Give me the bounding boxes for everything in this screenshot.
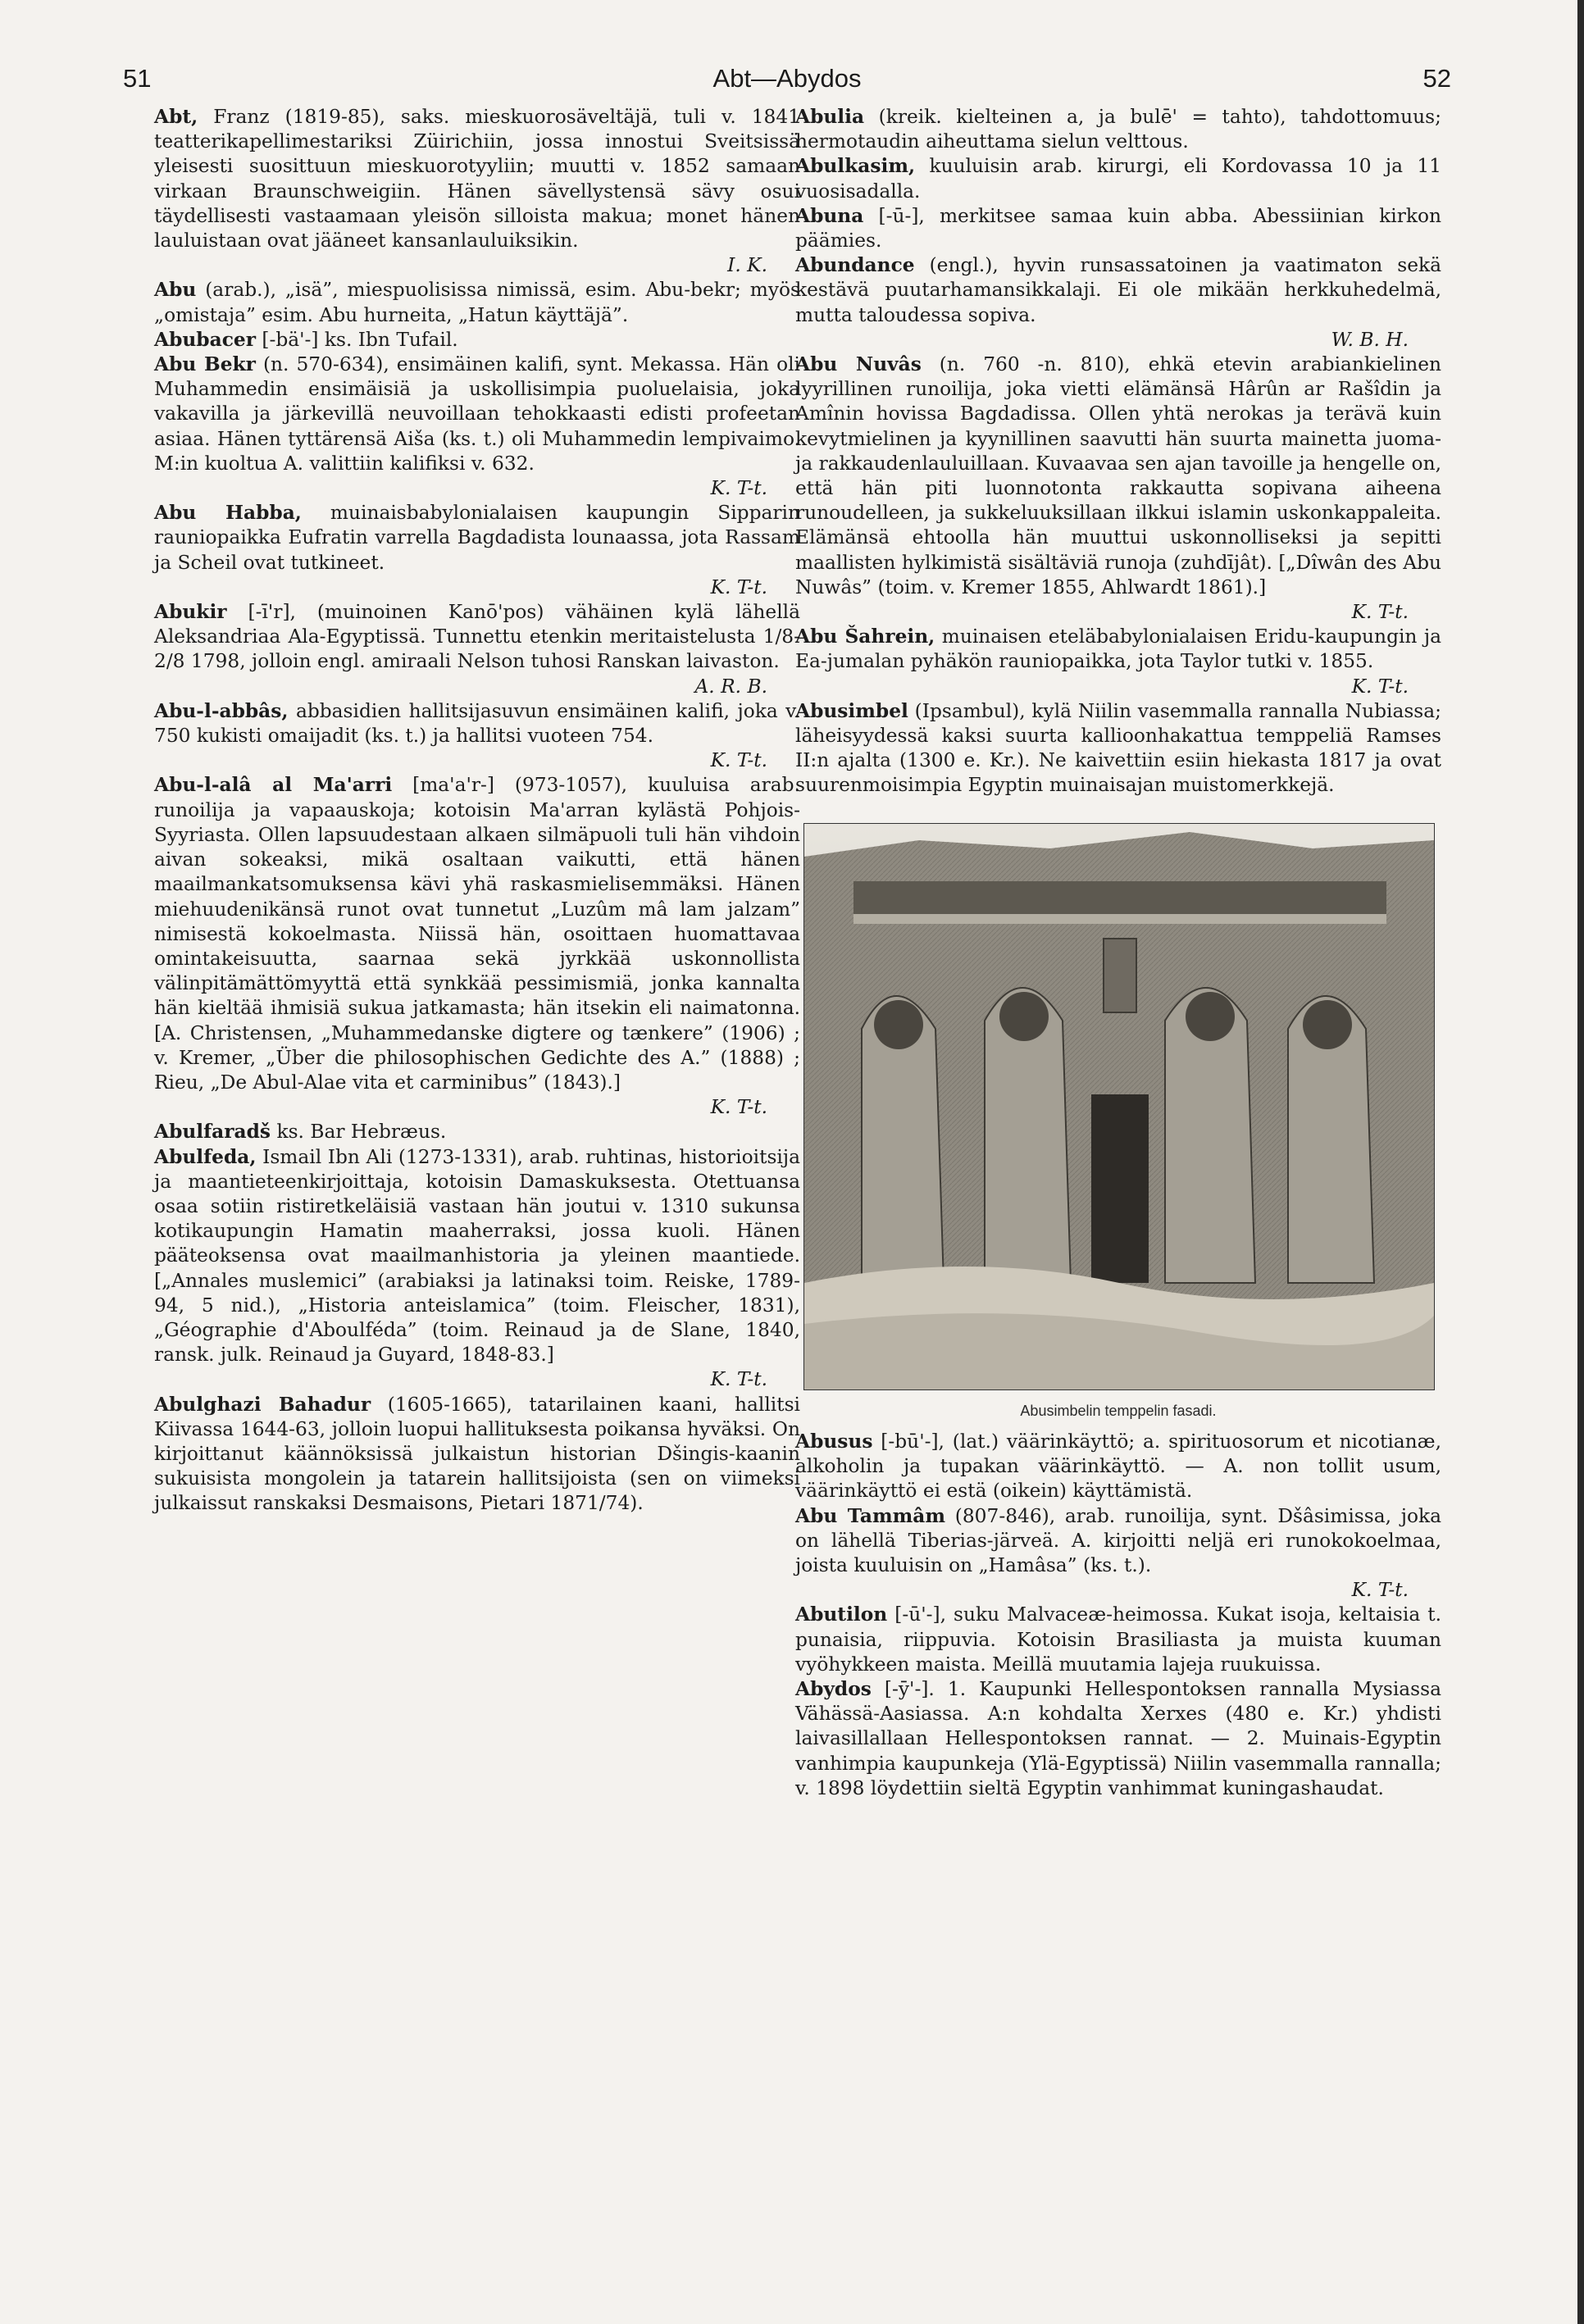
entry-headword: Abulghazi Bahadur — [154, 1393, 371, 1416]
entry-text: (n. 570-634), ensimäinen kalifi, synt. Mekassa. Hän oli Muhammedin ensimäisiä ja uskollisimpia puoluelaisia, joka vakavilla ja järkevillä neuvoillaan tehokkaasti edisti profeetan asiaa. Hänen tyttärensä Aiša (ks. t.) oli Muhammedin lempivaimo. M:in kuoltua A. valittiin kalifiksi v. 632. — [154, 353, 800, 475]
entry-text: kuuluisin arab. kirurgi, eli Kordovassa 10 ja 11 vuosisadalla. — [795, 155, 1441, 202]
entry-text: Ismail Ibn Ali (1273-1331), arab. ruhtinas, historioitsija ja maantieteenkirjoittaja, kotoisin Damaskuksesta. Otettuansa osaa sotiin ristiretkeläisiä vastaan hän joutui v. 1310 sukunsa kotikaupungin Hamatin maaherraksi, jossa kuoli. Hänen pääteoksensa ovat maailmanhistoria ja yleinen maantiede. [„Annales muslemici” (arabiaksi ja latinaksi toim. Reiske, 1789-94, 5 nid.), „Historia anteislamica” (toim. Fleischer, 1831), „Géographie d'Aboulféda” (toim. Reinaud ja de Slane, 1840, ransk. julk. Reinaud ja Guyard, 1848-83.] — [154, 1145, 800, 1367]
dictionary-entry — [154, 1145, 800, 1393]
entry-headword: Abt, — [154, 106, 198, 128]
dictionary-entry — [154, 773, 800, 1120]
entry-text: Franz (1819-85), saks. mieskuorosäveltäjä, tuli v. 1841 teatterikapellimestariksi Züirichiin, jossa innostui Sveitsissä yleisesti suosittuun mieskuorotyyliin; muutti v. 1852 samaan virkaan Braunschweigiin. Hänen sävellystensä sävy osui täydellisesti vastaamaan yleisön silloista makua; monet hänen lauluistaan ovat jääneet kansanlauluiksikin. — [154, 106, 800, 252]
entry-headword: Abu Nuvâs — [795, 353, 922, 376]
dictionary-entry — [154, 699, 800, 774]
entry-headword: Abulkasim, — [795, 155, 916, 178]
entry-headword: Abusus — [795, 1430, 873, 1453]
dictionary-entry — [154, 278, 800, 327]
dictionary-entry — [795, 154, 1441, 203]
dictionary-entry — [795, 699, 1441, 798]
dictionary-entry — [154, 600, 800, 699]
entry-signature: W. B. H. — [1331, 328, 1409, 351]
entry-headword: Abu Habba, — [154, 502, 302, 525]
entry-text: (n. 760 -n. 810), ehkä etevin arabiankielinen lyyrillinen runoilija, joka vietti elämänsä Hârûn ar Rašîdin ja Amînin hovissa Bagdadissa. Ollen yhtä nerokas ja terävä kuin kevytmielinen ja kyynillinen saavutti hän suurta mainetta juoma- ja rakkaudenlauluillaan. Kuvaavaa sen ajan tavoille ja hengelle on, että hän piti luonnotonta rakkautta sopivana aiheena runoudelleen, ja sukkeluuksillaan ilkkui islamin uskonkappaleita. Elämänsä ehtoolla hän muuttui uskonnolliseksi ja sepitti maallisten hylkimistä sisältäviä runoja (zuhdījât). [„Dîwân des Abu Nuwâs” (toim. v. Kremer 1855, Ahlwardt 1861).] — [795, 353, 1441, 598]
entry-text: ks. Bar Hebræus. — [271, 1121, 447, 1144]
entry-headword: Abutilon — [795, 1603, 888, 1626]
dictionary-entry — [795, 625, 1441, 699]
entry-headword: Abukir — [154, 601, 227, 624]
entry-signature: I. K. — [727, 254, 767, 277]
entry-signature: K. T-t. — [710, 1096, 767, 1119]
page-title: Abt—Abydos — [712, 64, 862, 93]
figure-caption: Abusimbelin temppelin fasadi. — [1020, 1402, 1217, 1419]
entry-text: (kreik. kielteinen a, ja bulē' = tahto), tahdottomuus; hermotaudin aiheuttama sielun velttous. — [795, 106, 1441, 153]
entry-text: [-bū'-], (lat.) väärinkäyttö; a. spirituosorum et nicotianæ, alkoholin ja tupakan väärinkäyttö. — A. non tollit usum, väärinkäyttö ei estä (oikein) käyttämistä. — [795, 1430, 1441, 1503]
entry-text: [-ū'-], suku Malvaceæ-heimossa. Kukat isoja, keltaisia t. punaisia, riippuvia. Kotoisin Brasiliasta ja muista kuuman vyöhykkeen maista. Meillä muutamia lajeja ruukuissa. — [795, 1603, 1441, 1676]
right-page-number: 52 — [1422, 64, 1451, 93]
entry-signature: K. T-t. — [1351, 675, 1409, 698]
entry-text: (807-846), arab. runoilija, synt. Dšâsimissa, joka on lähellä Tiberias-järveä. A. kirjoitti neljä eri runokokoelmaa, joista kuuluisin on „Hamâsa” (ks. t.). — [795, 1504, 1441, 1576]
entry-headword: Abydos — [795, 1677, 872, 1700]
left-column — [154, 105, 800, 1517]
entry-text: (engl.), hyvin runsassatoinen ja vaatimaton sekä kestävä puutarhamansikkalaji. Ei ole mikään herkkuhedelmä, mutta taloudessa sopiva. — [795, 254, 1441, 326]
right-column — [795, 105, 1441, 1801]
entry-signature: K. T-t. — [1351, 601, 1409, 624]
entry-headword: Abu Tammâm — [795, 1504, 946, 1527]
dictionary-entry — [795, 1430, 1441, 1504]
dictionary-entry — [795, 204, 1441, 253]
dictionary-entry — [154, 328, 800, 352]
entry-headword: Abu — [154, 279, 197, 302]
entry-text: [-ī'r], (muinoinen Kanō'pos) vähäinen kylä lähellä Aleksandriaa Ala-Egyptissä. Tunnettu etenkin meritaistelusta 1/8-2/8 1798, jolloin engl. amiraali Nelson tuhosi Ranskan laivaston. — [154, 601, 800, 673]
entry-text: muinaisbabylonialaisen kaupungin Sipparin rauniopaikka Eufratin varrella Bagdadista lounaassa, jota Rassam ja Scheil ovat tutkineet. — [154, 502, 800, 574]
dictionary-entry — [795, 1603, 1441, 1677]
entry-headword: Abu-l-abbâs, — [154, 699, 289, 722]
entry-signature: K. T-t. — [1351, 1579, 1409, 1602]
right-column-bottom — [795, 1430, 1441, 1801]
dictionary-entry — [795, 352, 1441, 625]
entry-text: [-ū-], merkitsee samaa kuin abba. Abessiinian kirkon päämies. — [795, 204, 1441, 252]
dictionary-entry — [154, 501, 800, 600]
dictionary-entry — [795, 253, 1441, 352]
dictionary-entry — [154, 352, 800, 501]
dictionary-entry — [795, 105, 1441, 154]
entry-text: (arab.), „isä”, miespuolisissa nimissä, esim. Abu-bekr; myös „omistaja” esim. Abu hurneita, „Hatun käyttäjä”. — [154, 279, 800, 326]
entry-headword: Abulfeda, — [154, 1145, 257, 1168]
entry-headword: Abu Šahrein, — [795, 625, 935, 648]
entry-signature: K. T-t. — [710, 749, 767, 772]
entry-text: (1605-1665), tatarilainen kaani, hallitsi Kiivassa 1644-63, jolloin luopui hallituksesta poikansa hyväksi. On kirjoittanut käännöksissä julkaistun historian Dšingis-kaanin sukuisista mongolein ja tatarein hallitsijoista (sen on viimeksi julkaissut ranskaksi Desmaisons, Pietari 1871/74). — [154, 1393, 800, 1515]
entry-text: abbasidien hallitsijasuvun ensimäinen kalifi, joka v. 750 kukisti omaijadit (ks. t.) ja hallitsi vuoteen 754. — [154, 699, 800, 748]
entry-text: [-ȳ'-]. 1. Kaupunki Hellespontoksen rannalla Mysiassa Vähässä-Aasiassa. A:n kohdalta Xerxes (480 e. Kr.) yhdisti laivasillallaan Hellespontoksen rannat. — 2. Muinais-Egyptin vanhimpia kaupunkeja (Ylä-Egyptissä) Niilin vasemmalla rannalla; v. 1898 löydettiin sieltä Egyptin vanhimmat kuningashaudat. — [795, 1677, 1441, 1799]
dictionary-entry — [795, 1677, 1441, 1801]
entry-signature: A. R. B. — [694, 675, 767, 698]
entry-headword: Abulfaradš — [154, 1121, 271, 1144]
entry-headword: Abundance — [795, 254, 915, 277]
entry-headword: Abubacer — [154, 328, 256, 351]
left-page-number: 51 — [123, 64, 152, 93]
dictionary-entry — [154, 1120, 800, 1144]
page-header — [123, 64, 1451, 97]
entry-signature: K. T-t. — [710, 1368, 767, 1391]
entry-signature: K. T-t. — [710, 575, 767, 598]
dictionary-entry — [154, 1393, 800, 1517]
entry-signature: K. T-t. — [710, 477, 767, 500]
entry-headword: Abu-l-alâ al Ma'arri — [154, 774, 393, 797]
temple-facade-image — [803, 823, 1435, 1390]
entry-headword: Abu Bekr — [154, 353, 256, 376]
entry-headword: Abuna — [795, 204, 864, 227]
entry-text: muinaisen eteläbabylonialaisen Eridu-kaupungin ja Ea-jumalan pyhäkön rauniopaikka, jota Taylor tutki v. 1855. — [795, 625, 1441, 673]
entry-text: [ma'a'r-] (973-1057), kuuluisa arab. runoilija ja vapaauskoja; kotoisin Ma'arran kylästä Pohjois-Syyriasta. Ollen lapsuudestaan alkaen silmäpuoli tuli hän vihdoin aivan sokeaksi, mikä osaltaan vaikutti, että hänen maailmankatsomuksensa kävi yhä raskasmielisemmäksi. Hänen miehuudenikänsä runot ovat tunnetut „Luzûm mâ lam jalzam” nimisestä kokoelmasta. Niissä hän, osoittaen huomattavaa omintakeisuutta, saarnaa sekä jyrkkää uskonnollista välinpitämättömyyttä että synkkää pessimismiä, jonka kannalta hän kieltää ihmisiä sukua jatkamasta; hän itsekin eli naimatonna. [A. Christensen, „Muhammedanske digtere og tænkere” (1906) ; v. Kremer, „Über die philosophischen Gedichte des A.” (1888) ; Rieu, „De Abul-Alae vita et carminibus” (1843).] — [154, 774, 800, 1094]
entry-text: (Ipsambul), kylä Niilin vasemmalla rannalla Nubiassa; läheisyydessä kaksi suurta kallioonhakattua temppeliä Ramses II:n ajalta (1300 e. Kr.). Ne kaivettiin esiin hiekasta 1817 ja ovat suurenmoisimpia Egyptin muinaisajan muistomerkkejä. — [795, 699, 1441, 797]
temple-facade-figure — [803, 823, 1433, 1423]
dictionary-entry — [154, 105, 800, 278]
entry-headword: Abusimbel — [795, 699, 908, 722]
right-column-top — [795, 105, 1441, 798]
dictionary-entry — [795, 1504, 1441, 1603]
entry-text: [-bä'-] ks. Ibn Tufail. — [255, 328, 458, 351]
entry-headword: Abulia — [795, 106, 865, 128]
page-edge — [1577, 0, 1584, 2324]
